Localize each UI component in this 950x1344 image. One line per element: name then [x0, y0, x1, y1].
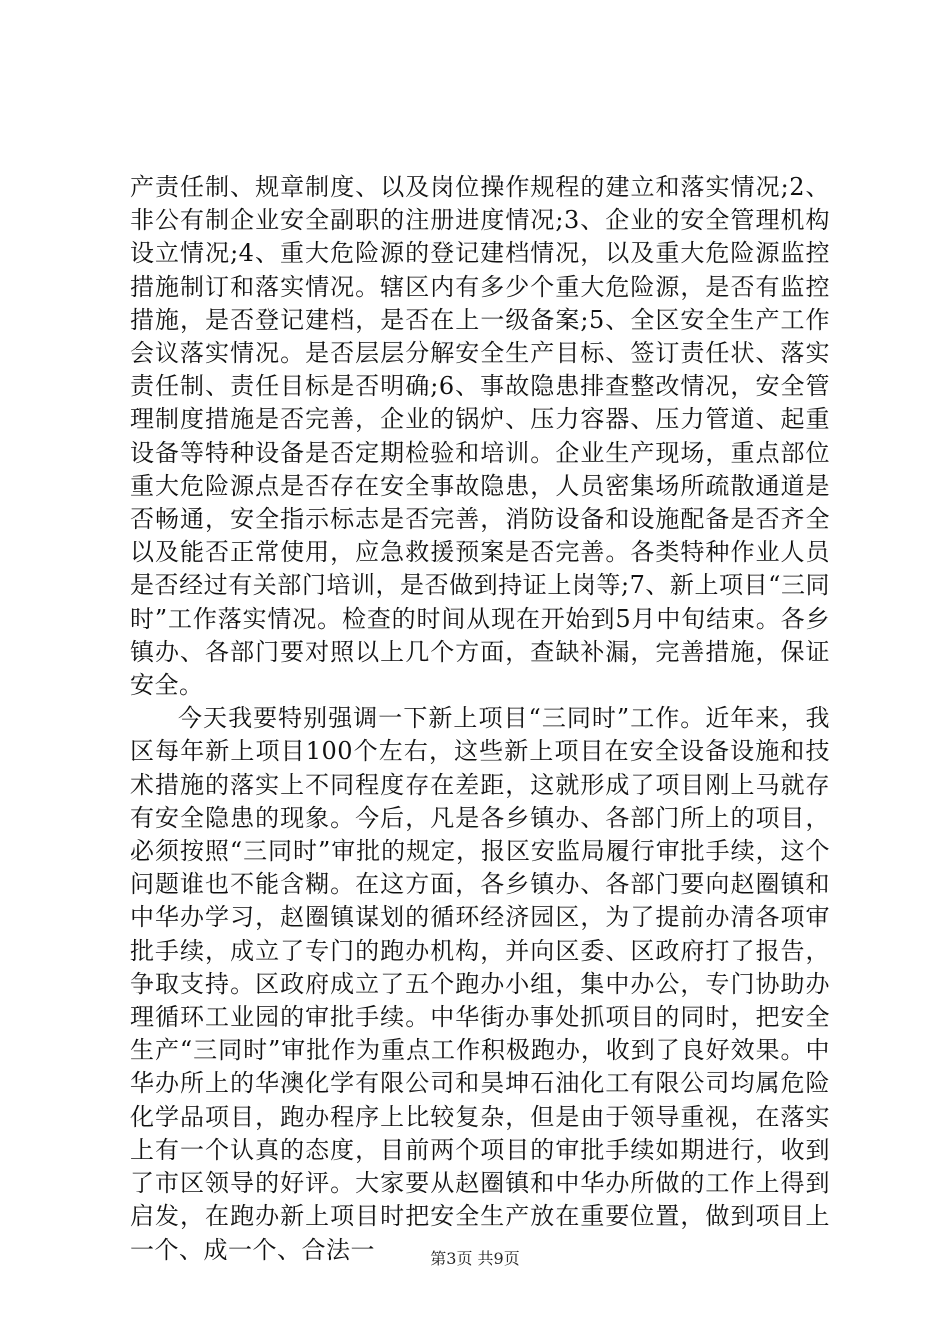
document-body	[130, 171, 830, 1267]
page-footer: 第3页 共9页	[430, 1249, 520, 1268]
paragraph-2: 今天我要特别强调一下新上项目“三同时”工作。近年来，我区每年新上项目100个左右，这些新上项目在安全设备设施和技术措施的落实上不同程度存在差距，这就形成了项目刚上马就存有安全隐患的现象。今后，凡是各乡镇办、各部门所上的项目，必须按照“三同时”审批的规定，报区安监局履行审批手续，这个问题谁也不能含糊。在这方面，各乡镇办、各部门要向赵圈镇和中华办学习，赵圈镇谋划的循环经济园区，为了提前办清各项审批手续，成立了专门的跑办机构，并向区委、区政府打了报告，争取支持。区政府成立了五个跑办小组，集中办公，专门协助办理循环工业园的审批手续。中华街办事处抓项目的同时，把安全生产“三同时”审批作为重点工作积极跑办，收到了良好效果。中华办所上的华澳化学有限公司和昊坤石油化工有限公司均属危险化学品项目，跑办程序上比较复杂，但是由于领导重视，在落实上有一个认真的态度，目前两个项目的审批手续如期进行，收到了市区领导的好评。大家要从赵圈镇和中华办所做的工作上得到启发，在跑办新上项目时把安全生产放在重要位置，做到项目上一个、成一个、合法一	[130, 704, 830, 1264]
paragraph-1: 产责任制、规章制度、以及岗位操作规程的建立和落实情况;2、非公有制企业安全副职的注册进度情况;3、企业的安全管理机构设立情况;4、重大危险源的登记建档情况，以及重大危险源监控措施制订和落实情况。辖区内有多少个重大危险源，是否有监控措施，是否登记建档，是否在上一级备案;5、全区安全生产工作会议落实情况。是否层层分解安全生产目标、签订责任状、落实责任制、责任目标是否明确;6、事故隐患排查整改情况，安全管理制度措施是否完善，企业的锅炉、压力容器、压力管道、起重设备等特种设备是否定期检验和培训。企业生产现场，重点部位重大危险源点是否存在安全事故隐患，人员密集场所疏散通道是否畅通，安全指示标志是否完善，消防设备和设施配备是否齐全以及能否正常使用，应急救援预案是否完善。各类特种作业人员是否经过有关部门培训，是否做到持证上岗等;7、新上项目“三同时”工作落实情况。检查的时间从现在开始到5月中旬结束。各乡镇办、各部门要对照以上几个方面，查缺补漏，完善措施，保证安全。	[130, 173, 830, 700]
